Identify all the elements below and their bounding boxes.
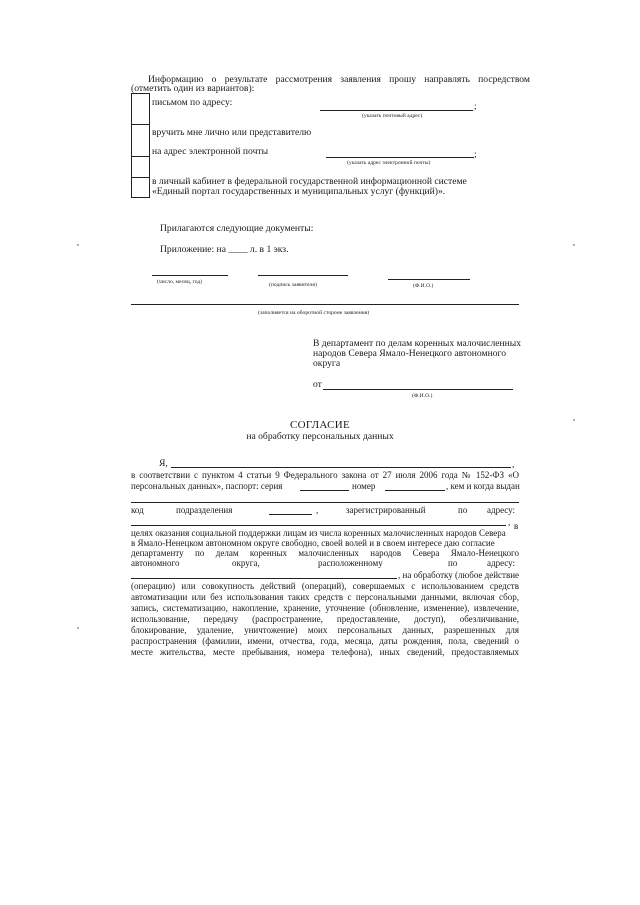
addressee-line-2: народов Севера Ямало-Ненецкого автономного <box>313 348 507 359</box>
consent-line-8a: автономного <box>131 558 180 568</box>
option-email-label: на адрес электронной почты <box>152 146 269 157</box>
attachments-heading: Прилагаются следующие документы: <box>160 223 314 234</box>
consent-line-2a: персональных данных», паспорт: серия <box>131 481 283 491</box>
department-address-line <box>131 578 397 579</box>
passport-series-line[interactable] <box>300 490 349 491</box>
option-post-label: письмом по адресу: <box>152 97 233 108</box>
issued-by-line[interactable] <box>131 502 519 503</box>
option-cabinet-line-2: «Единый портал государственных и муниципальных услуг (функций)». <box>152 186 446 197</box>
consent-line-4b: в <box>514 521 519 531</box>
intro-line-1: Информацию о результате рассмотрения заявления прошу направлять посредством <box>148 74 530 85</box>
reverse-side-line <box>131 304 519 305</box>
consent-line-2c: , кем и когда выдан <box>446 481 520 491</box>
consent-name-line[interactable] <box>171 467 511 468</box>
consent-line-10: (операцию) или совокупность действий (операций), совершаемых с использованием средств <box>131 581 519 591</box>
email-line[interactable] <box>326 157 474 158</box>
consent-ya: Я, <box>159 458 168 469</box>
consent-line-3d: зарегистрированный <box>346 505 426 515</box>
division-code-line[interactable] <box>269 514 312 515</box>
date-line[interactable] <box>152 275 228 276</box>
passport-number-line[interactable] <box>385 490 445 491</box>
consent-line-14: блокирование, удаление, уничтожение) моих персональных данных, разрешенных для <box>131 625 519 635</box>
from-fio-hint: (Ф.И.О.) <box>412 393 433 399</box>
checkbox-post[interactable] <box>131 93 150 125</box>
appendix-line: Приложение: на ____ л. в 1 экз. <box>160 244 289 255</box>
consent-line-8b: округа, <box>232 558 260 568</box>
consent-line-3a: код <box>131 505 144 515</box>
fio-line[interactable] <box>388 279 470 280</box>
consent-name-comma: , <box>512 459 515 470</box>
consent-line-3c: , <box>316 505 319 515</box>
consent-line-4: , <box>508 517 511 527</box>
semicolon: ; <box>474 101 477 112</box>
post-address-line[interactable] <box>320 110 473 111</box>
addressee-line-1: В департамент по делам коренных малочисленных <box>313 338 521 349</box>
consent-line-7: департаменту по делам коренных малочисленных народов Севера Ямало-Ненецкого <box>131 548 519 558</box>
consent-line-8e: адресу: <box>487 558 516 568</box>
from-fio-line[interactable] <box>323 389 513 390</box>
scan-speck <box>573 419 575 421</box>
scan-speck <box>77 627 79 629</box>
consent-line-3f: адресу: <box>487 505 516 515</box>
consent-line-3e: по <box>458 505 468 515</box>
scan-speck <box>573 244 575 246</box>
consent-line-5: целях оказания социальной поддержки лицам из числа коренных малочисленных народов Севера <box>131 528 506 538</box>
signature-line[interactable] <box>258 275 348 276</box>
option-cabinet-line-1: в личный кабинет в федеральной государственной информационной системе <box>152 176 467 187</box>
scan-speck <box>77 244 79 246</box>
email-hint: (указать адрес электронной почты) <box>347 160 431 166</box>
consent-line-9: , на обработку (любое действие <box>398 570 520 580</box>
consent-line-1: в соответствии с пунктом 4 статьи 9 Федерального закона от 27 июля 2006 года № 152-ФЗ «О <box>131 470 519 480</box>
consent-line-11: автоматизации или без использования таких средств с персональными данными, включая сбор, <box>131 592 519 602</box>
from-label: от <box>313 379 322 390</box>
registration-address-line[interactable] <box>131 525 506 526</box>
checkbox-email[interactable] <box>131 156 150 178</box>
post-address-hint: (указать почтовый адрес) <box>362 113 423 119</box>
consent-line-15: распространения (фамилии, имени, отчества, года, месяца, даты рождения, пола, сведений о <box>131 636 519 646</box>
consent-line-3b: подразделения <box>176 505 233 515</box>
consent-line-6: в Ямало-Ненецком автономном округе свободно, своей волей и в своем интересе даю согласие <box>131 538 495 548</box>
checkbox-in-person[interactable] <box>131 124 150 157</box>
reverse-side-hint: (заполняется на оборотной стороне заявления) <box>258 310 370 316</box>
consent-line-13: использование, передачу (распространение, предоставление, доступ), обезличивание, <box>131 614 519 624</box>
consent-line-2b: номер <box>352 481 376 491</box>
consent-line-8c: расположенному <box>318 558 383 568</box>
semicolon: ; <box>474 149 477 160</box>
date-hint: (число, месяц, год) <box>157 279 203 285</box>
consent-line-8d: по <box>448 558 458 568</box>
option-in-person-label: вручить мне лично или представителю <box>152 127 312 138</box>
fio-hint: (Ф.И.О.) <box>413 283 434 289</box>
signature-hint: (подпись заявителя) <box>269 282 317 288</box>
consent-subtitle: на обработку персональных данных <box>246 431 394 442</box>
consent-line-16: месте жительства, месте пребывания, номера телефона), иных сведений, предоставляемых <box>131 647 519 657</box>
consent-line-12: запись, систематизацию, накопление, хранение, уточнение (обновление, изменение), извлечение, <box>131 603 519 613</box>
addressee-line-3: округа <box>313 358 341 369</box>
intro-line-2: (отметить один из вариантов): <box>131 83 255 94</box>
consent-title: СОГЛАСИЕ <box>289 419 351 431</box>
checkbox-cabinet[interactable] <box>131 177 150 198</box>
